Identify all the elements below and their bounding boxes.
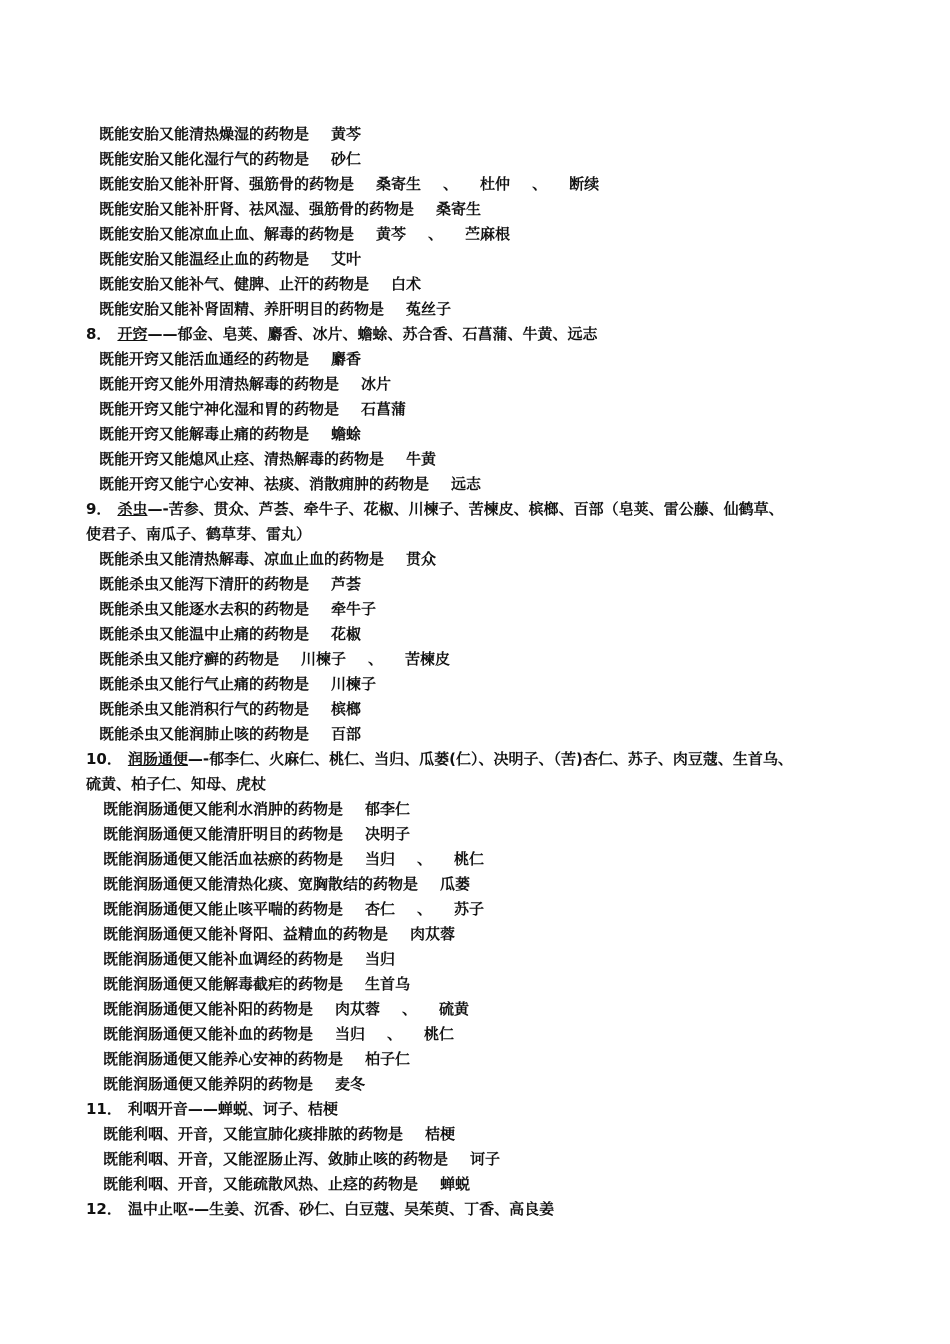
answer-text: 川楝子 [301, 650, 347, 668]
question-text: 既能开窍又能解毒止痛的药物是 [99, 425, 310, 443]
answer-text: 冰片 [361, 375, 392, 393]
answer-text: 远志 [451, 475, 482, 493]
answer-text: 郁李仁 [365, 800, 411, 818]
question-text: 既能开窍又能外用清热解毒的药物是 [99, 375, 340, 393]
question-line [86, 447, 886, 472]
answer-separator: 、 [417, 850, 433, 868]
question-line [86, 1147, 886, 1172]
answer-text: 当归 [365, 950, 396, 968]
document-body [86, 122, 886, 1222]
section-drug-list-continued [86, 772, 886, 797]
question-text: 既能润肠通便又能养心安神的药物是 [103, 1050, 344, 1068]
question-text: 既能安胎又能补气、健脾、止汗的药物是 [99, 275, 370, 293]
question-text: 既能润肠通便又能补血的药物是 [103, 1025, 314, 1043]
answer-separator: 、 [443, 175, 459, 193]
question-line [86, 347, 886, 372]
answer-text: 杜仲 [480, 175, 511, 193]
question-line [86, 372, 886, 397]
question-line [86, 197, 886, 222]
section-drug-list: 利咽开音——蝉蜕、诃子、桔梗 [127, 1100, 338, 1118]
question-line [86, 272, 886, 297]
question-line [86, 622, 886, 647]
question-text: 既能安胎又能补肝肾、强筋骨的药物是 [99, 175, 355, 193]
answer-text: 诃子 [470, 1150, 501, 1168]
question-line [86, 922, 886, 947]
question-line [86, 122, 886, 147]
question-text: 既能安胎又能温经止血的药物是 [99, 250, 310, 268]
question-text: 既能利咽、开音，又能涩肠止泻、敛肺止咳的药物是 [103, 1150, 449, 1168]
answer-text: 决明子 [365, 825, 411, 843]
section-drug-list: 温中止呕-—生姜、沉香、砂仁、白豆蔻、吴茱萸、丁香、高良姜 [127, 1200, 555, 1218]
question-text: 既能开窍又能活血通经的药物是 [99, 350, 310, 368]
answer-text: 牛黄 [406, 450, 437, 468]
section-title: 润肠通便 [127, 750, 188, 768]
section-number: 9． [86, 500, 112, 518]
question-line [86, 1122, 886, 1147]
question-text: 既能润肠通便又能止咳平喘的药物是 [103, 900, 344, 918]
answer-text: 川楝子 [331, 675, 377, 693]
question-text: 既能杀虫又能泻下清肝的药物是 [99, 575, 310, 593]
question-line [86, 297, 886, 322]
section-heading [86, 1197, 886, 1222]
question-text: 既能安胎又能补肾固精、养肝明目的药物是 [99, 300, 385, 318]
section-drug-list: ——郁金、皂荚、麝香、冰片、蟾蜍、苏合香、石菖蒲、牛黄、远志 [147, 325, 598, 343]
answer-separator: 、 [417, 900, 433, 918]
answer-text: 桃仁 [454, 850, 485, 868]
question-text: 既能杀虫又能润肺止咳的药物是 [99, 725, 310, 743]
answer-text: 黄芩 [331, 125, 362, 143]
question-line [86, 722, 886, 747]
answer-text: 花椒 [331, 625, 362, 643]
question-line [86, 397, 886, 422]
answer-separator: 、 [387, 1025, 403, 1043]
section-heading [86, 497, 886, 522]
answer-text: 当归 [365, 850, 396, 868]
section-drug-list-continued [86, 522, 886, 547]
question-line [86, 572, 886, 597]
answer-separator: 、 [368, 650, 384, 668]
question-line [86, 972, 886, 997]
question-line [86, 847, 886, 872]
section-drug-list: —-郁李仁、火麻仁、桃仁、当归、瓜蒌(仁）、决明子、（苦)杏仁、苏子、肉豆蔻、生首乌、 [187, 750, 793, 768]
question-line [86, 547, 886, 572]
answer-text: 肉苁蓉 [335, 1000, 381, 1018]
question-line [86, 647, 886, 672]
answer-text: 白术 [391, 275, 422, 293]
answer-text: 苎麻根 [465, 225, 511, 243]
question-text: 既能杀虫又能行气止痛的药物是 [99, 675, 310, 693]
question-text: 既能润肠通便又能活血祛瘀的药物是 [103, 850, 344, 868]
question-text: 既能杀虫又能温中止痛的药物是 [99, 625, 310, 643]
answer-text: 苦楝皮 [405, 650, 451, 668]
answer-text: 杏仁 [365, 900, 396, 918]
answer-text: 苏子 [454, 900, 485, 918]
question-line [86, 597, 886, 622]
question-line [86, 1072, 886, 1097]
question-text: 既能安胎又能化湿行气的药物是 [99, 150, 310, 168]
question-line [86, 872, 886, 897]
question-text: 既能润肠通便又能清热化痰、宽胸散结的药物是 [103, 875, 419, 893]
section-title: 杀虫 [117, 500, 148, 518]
answer-text: 艾叶 [331, 250, 362, 268]
answer-text: 桑寄生 [376, 175, 422, 193]
answer-text: 麦冬 [335, 1075, 366, 1093]
section-number: 8． [86, 325, 112, 343]
question-line [86, 697, 886, 722]
answer-text: 柏子仁 [365, 1050, 411, 1068]
answer-text: 芦荟 [331, 575, 362, 593]
answer-text: 断续 [569, 175, 600, 193]
answer-text: 菟丝子 [406, 300, 452, 318]
continued-text: 使君子、南瓜子、鹤草芽、雷丸） [86, 525, 312, 543]
answer-separator: 、 [428, 225, 444, 243]
question-text: 既能润肠通便又能养阴的药物是 [103, 1075, 314, 1093]
section-title: 开窍 [117, 325, 148, 343]
section-number: 11． [86, 1100, 122, 1118]
question-text: 既能润肠通便又能解毒截疟的药物是 [103, 975, 344, 993]
answer-text: 蟾蜍 [331, 425, 362, 443]
section-heading [86, 1097, 886, 1122]
section-drug-list: —-苦参、贯众、芦荟、牵牛子、花椒、川楝子、苦楝皮、槟榔、百部（皂荚、雷公藤、仙鹤草、 [147, 500, 784, 518]
question-text: 既能润肠通便又能清肝明目的药物是 [103, 825, 344, 843]
question-line [86, 1172, 886, 1197]
answer-separator: 、 [532, 175, 548, 193]
answer-text: 贯众 [406, 550, 437, 568]
section-number: 12． [86, 1200, 122, 1218]
question-text: 既能安胎又能清热燥湿的药物是 [99, 125, 310, 143]
question-line [86, 247, 886, 272]
question-text: 既能润肠通便又能补肾阳、益精血的药物是 [103, 925, 389, 943]
answer-text: 石菖蒲 [361, 400, 407, 418]
answer-text: 桔梗 [425, 1125, 456, 1143]
answer-separator: 、 [402, 1000, 418, 1018]
question-text: 既能开窍又能宁心安神、祛痰、消散痈肿的药物是 [99, 475, 430, 493]
question-line [86, 472, 886, 497]
question-text: 既能安胎又能补肝肾、祛风湿、强筋骨的药物是 [99, 200, 415, 218]
question-text: 既能杀虫又能疗癣的药物是 [99, 650, 280, 668]
question-line [86, 672, 886, 697]
question-text: 既能开窍又能宁神化湿和胃的药物是 [99, 400, 340, 418]
question-line [86, 997, 886, 1022]
question-text: 既能润肠通便又能利水消肿的药物是 [103, 800, 344, 818]
question-line [86, 422, 886, 447]
question-text: 既能杀虫又能清热解毒、凉血止血的药物是 [99, 550, 385, 568]
answer-text: 硫黄 [439, 1000, 470, 1018]
answer-text: 蝉蜕 [440, 1175, 471, 1193]
question-text: 既能开窍又能熄风止痉、清热解毒的药物是 [99, 450, 385, 468]
answer-text: 黄芩 [376, 225, 407, 243]
question-text: 既能利咽、开音，又能宣肺化痰排脓的药物是 [103, 1125, 404, 1143]
question-line [86, 947, 886, 972]
question-text: 既能安胎又能凉血止血、解毒的药物是 [99, 225, 355, 243]
answer-text: 槟榔 [331, 700, 362, 718]
question-line [86, 172, 886, 197]
question-line [86, 1022, 886, 1047]
section-heading [86, 322, 886, 347]
answer-text: 桑寄生 [436, 200, 482, 218]
section-number: 10． [86, 750, 122, 768]
question-line [86, 1047, 886, 1072]
question-line [86, 797, 886, 822]
question-text: 既能润肠通便又能补血调经的药物是 [103, 950, 344, 968]
question-text: 既能润肠通便又能补阳的药物是 [103, 1000, 314, 1018]
answer-text: 肉苁蓉 [410, 925, 456, 943]
question-line [86, 822, 886, 847]
question-text: 既能杀虫又能逐水去积的药物是 [99, 600, 310, 618]
answer-text: 百部 [331, 725, 362, 743]
question-line [86, 147, 886, 172]
question-text: 既能杀虫又能消积行气的药物是 [99, 700, 310, 718]
answer-text: 砂仁 [331, 150, 362, 168]
continued-text: 硫黄、柏子仁、知母、虎杖 [86, 775, 267, 793]
question-line [86, 897, 886, 922]
question-line [86, 222, 886, 247]
answer-text: 麝香 [331, 350, 362, 368]
answer-text: 桃仁 [424, 1025, 455, 1043]
answer-text: 生首乌 [365, 975, 411, 993]
answer-text: 牵牛子 [331, 600, 377, 618]
section-heading [86, 747, 886, 772]
question-text: 既能利咽、开音，又能疏散风热、止痉的药物是 [103, 1175, 419, 1193]
answer-text: 瓜蒌 [440, 875, 471, 893]
answer-text: 当归 [335, 1025, 366, 1043]
